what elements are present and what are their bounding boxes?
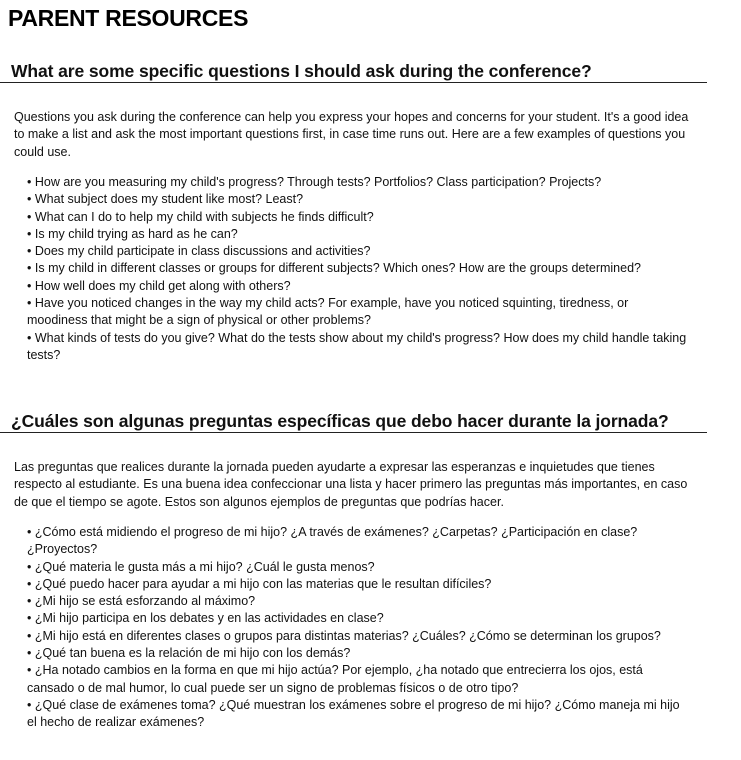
bullet-icon: • bbox=[27, 525, 32, 539]
question-text: ¿Qué tan buena es la relación de mi hijo con los demás? bbox=[34, 646, 351, 661]
question-list bbox=[27, 174, 687, 364]
section-english bbox=[0, 60, 741, 362]
list-item bbox=[27, 576, 687, 593]
question-text: ¿Qué clase de exámenes toma? ¿Qué muestran los exámenes sobre el progreso de mi hijo? ¿Cómo maneja mi hijo el hecho de realizar exámenes? bbox=[27, 697, 680, 730]
section-intro: Questions you ask during the conference can help you express your hopes and concerns for your student. It's a good idea to make a list and ask the most important questions first, in case time runs out. Here are a few examples of questions you could use. bbox=[14, 110, 689, 159]
section-intro: Las preguntas que realices durante la jornada pueden ayudarte a expresar las esperanzas e inquietudes que tienes respecto al estudiante. Es una buena idea confeccionar una lista y hacer primero las preguntas más importantes, en caso de que el tiempo se agote. Estos son algunos ejemplos de preguntas que podrías hacer. bbox=[14, 460, 688, 509]
section-heading: What are some specific questions I should ask during the conference? bbox=[11, 61, 592, 81]
question-text: What kinds of tests do you give? What do the tests show about my child's progress? How does my child handle taking tests? bbox=[27, 330, 687, 362]
list-item bbox=[27, 174, 687, 191]
bullet-icon: • bbox=[27, 663, 32, 678]
bullet-icon: • bbox=[27, 559, 32, 574]
bullet-icon: • bbox=[27, 697, 32, 712]
list-item bbox=[27, 260, 687, 277]
bullet-icon: • bbox=[27, 646, 32, 661]
list-item bbox=[27, 610, 687, 627]
bullet-icon: • bbox=[27, 628, 32, 643]
section-heading: ¿Cuáles son algunas preguntas específicas que debo hacer durante la jornada? bbox=[11, 411, 669, 431]
section-spanish bbox=[0, 410, 741, 730]
question-text: ¿Ha notado cambios en la forma en que mi hijo actúa? Por ejemplo, ¿ha notado que entrecierra los ojos, está cansado o de mal humor, lo cual puede ser un signo de problemas físicos o de otro tipo? bbox=[27, 663, 643, 695]
question-text: How are you measuring my child's progress? Through tests? Portfolios? Class participation? Projects? bbox=[34, 175, 602, 189]
question-text: How well does my child get along with others? bbox=[34, 278, 291, 293]
question-text: ¿Mi hijo participa en los debates y en las actividades en clase? bbox=[34, 611, 384, 626]
list-item bbox=[27, 628, 687, 645]
bullet-icon: • bbox=[27, 175, 32, 189]
question-text: Is my child trying as hard as he can? bbox=[34, 226, 238, 241]
question-text: What subject does my student like most? Least? bbox=[34, 192, 304, 207]
list-item bbox=[27, 226, 687, 243]
list-item bbox=[27, 278, 687, 295]
bullet-icon: • bbox=[27, 192, 32, 207]
list-item bbox=[27, 593, 687, 610]
list-item bbox=[27, 191, 687, 208]
page-title: PARENT RESOURCES bbox=[8, 5, 249, 31]
list-item bbox=[27, 697, 687, 732]
bullet-icon: • bbox=[27, 611, 32, 626]
bullet-icon: • bbox=[27, 278, 32, 293]
bullet-icon: • bbox=[27, 594, 32, 609]
bullet-icon: • bbox=[27, 209, 32, 224]
question-text: ¿Qué materia le gusta más a mi hijo? ¿Cuál le gusta menos? bbox=[34, 559, 375, 574]
list-item bbox=[27, 559, 687, 576]
question-list bbox=[27, 524, 687, 732]
list-item bbox=[27, 330, 687, 365]
list-item bbox=[27, 662, 687, 697]
list-item bbox=[27, 524, 687, 559]
list-item bbox=[27, 243, 687, 260]
section-divider bbox=[0, 82, 707, 83]
question-text: ¿Cómo está midiendo el progreso de mi hijo? ¿A través de exámenes? ¿Carpetas? ¿Participación en clase? ¿Proyectos? bbox=[27, 525, 638, 557]
question-text: ¿Qué puedo hacer para ayudar a mi hijo con las materias que le resultan difíciles? bbox=[34, 576, 492, 591]
bullet-icon: • bbox=[27, 330, 32, 345]
bullet-icon: • bbox=[27, 261, 32, 276]
bullet-icon: • bbox=[27, 244, 32, 259]
list-item bbox=[27, 209, 687, 226]
bullet-icon: • bbox=[27, 226, 32, 241]
list-item bbox=[27, 295, 687, 330]
section-divider bbox=[0, 432, 707, 433]
question-text: Does my child participate in class discussions and activities? bbox=[34, 244, 371, 259]
question-text: ¿Mi hijo se está esforzando al máximo? bbox=[34, 594, 256, 609]
question-text: ¿Mi hijo está en diferentes clases o grupos para distintas materias? ¿Cuáles? ¿Cómo se determinan los grupos? bbox=[34, 628, 661, 643]
question-text: What can I do to help my child with subjects he finds difficult? bbox=[34, 209, 374, 224]
question-text: Is my child in different classes or groups for different subjects? Which ones? How are the groups determined? bbox=[34, 261, 641, 276]
question-text: Have you noticed changes in the way my child acts? For example, have you noticed squinting, tiredness, or moodiness that might be a sign of physical or other problems? bbox=[27, 296, 629, 328]
bullet-icon: • bbox=[27, 576, 32, 591]
bullet-icon: • bbox=[27, 296, 32, 311]
list-item bbox=[27, 645, 687, 662]
